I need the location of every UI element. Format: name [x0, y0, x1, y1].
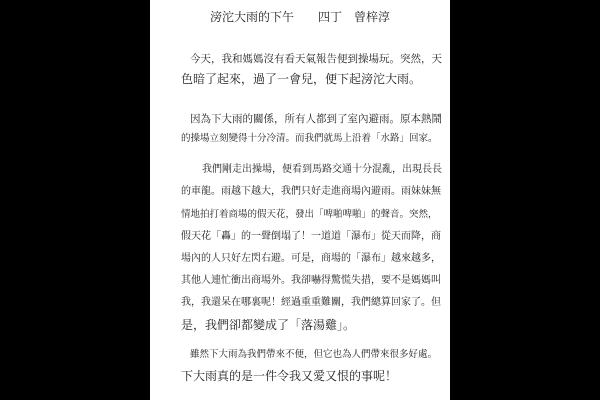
paragraph-3-line-5: 場內的人只好左閃右避。可是，商場的「瀑布」越來越多，: [181, 253, 441, 264]
paragraph-1-line-2: 色暗了起來，過了一會兒，便下起滂沱大雨。: [181, 72, 422, 86]
document-page: [150, 0, 450, 400]
paragraph-2-line-2: 的操場立刻變得十分冷清。而我們就馬上沿着「水路」回家。: [181, 133, 438, 144]
paragraph-3-line-1: 我們剛走出操場，便看到馬路交通十分混亂，出現長長: [202, 164, 442, 175]
paragraph-1-line-1: 今天，我和媽媽沒有看天氣報告便到操場玩。突然，天: [190, 53, 442, 65]
paragraph-3-line-8: 是，我們卻都變成了「落湯雞」。: [181, 318, 356, 332]
paragraph-4-line-2: 下大雨真的是一件令我又愛又恨的事呢！: [181, 369, 398, 383]
paragraph-3-line-4: 假天花「轟」的一聲倒塌了！一道道「瀑布」從天而降，商: [181, 231, 441, 242]
paragraph-4-line-1: 雖然下大雨為我們帶來不便，但它也為人們帶來很多好處。: [190, 349, 438, 360]
paragraph-2-line-1: 因為下大雨的關係，所有人都到了室內避雨。原本熱鬧: [190, 113, 442, 125]
paragraph-3-line-7: 我，我還呆在哪裏呢！經過重重難關，我們總算回家了。但: [181, 297, 441, 308]
page-title: 滂沱大雨的下午 四丁 曾梓淳: [209, 10, 390, 24]
paragraph-3-line-3: 情地拍打着商場的假天花，發出「啤啪啤啪」的聲音。突然，: [181, 209, 438, 220]
paragraph-3-line-6: 其他人連忙衝出商場外。我卻嚇得驚慌失措，要不是媽媽叫: [181, 275, 441, 286]
paragraph-3-line-2: 的車龍。雨越下越大，我們只好走進商場內避雨。雨妹妹無: [181, 186, 441, 197]
